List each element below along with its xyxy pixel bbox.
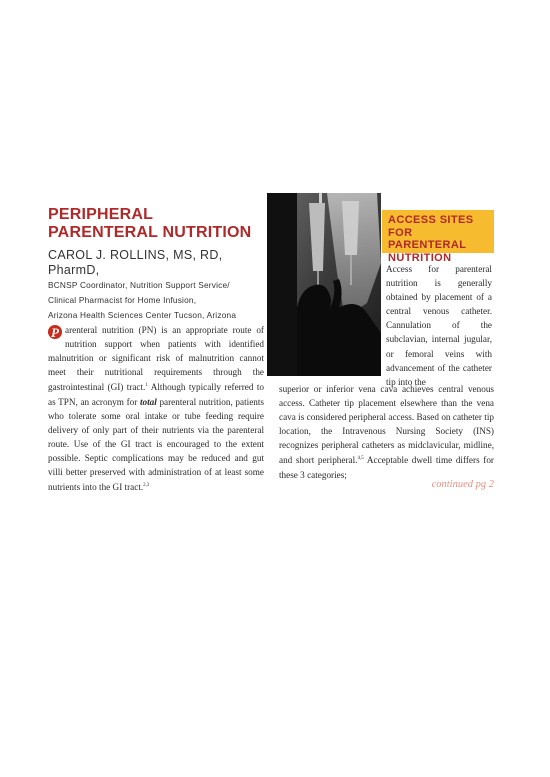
- intro-text-b: Although typically referred to as TPN, an acronym for: [48, 382, 264, 407]
- author-block: [48, 248, 268, 323]
- reference-1: 1: [145, 383, 148, 389]
- sidebar-heading-line-3: NUTRITION: [388, 251, 452, 264]
- title-line-2: PARENTERAL NUTRITION: [48, 224, 252, 241]
- sidebar-heading-line-2: FOR PARENTERAL: [388, 226, 467, 251]
- iv-bag-photo: [267, 193, 381, 376]
- sidebar-heading: [382, 210, 494, 264]
- emphasis-total: total: [139, 396, 157, 407]
- title-line-1: PERIPHERAL: [48, 206, 154, 223]
- sidebar-wide-text-b: Acceptable dwell time differs for these 3 categories;: [279, 455, 494, 480]
- author-name: CAROL J. ROLLINS, MS, RD, PharmD,: [48, 248, 223, 277]
- continued-link[interactable]: continued pg 2: [431, 479, 494, 490]
- sidebar-narrow-text: Access for parenteral nutrition is generally obtained by placement of a central venous catheter. Cannulation of the subclavian, internal jugular, or femoral veins with advancement of the catheter tip into the: [386, 264, 492, 387]
- reference-3: 4,5: [357, 456, 364, 462]
- author-role: Clinical Pharmacist for Home Infusion,: [48, 295, 197, 305]
- intro-text-c: parenteral nutrition, patients who tolerate some oral intake or tube feeding require delivery of only part of their nutrients via the parenteral route. Use of the GI tract is encouraged to the extent possible. Septic complications may be reduced and gut villi better preserved with administration of at least some nutrients into the GI tract.: [48, 396, 264, 493]
- drop-cap: P: [48, 325, 62, 339]
- reference-2: 2,3: [143, 483, 150, 489]
- sidebar-wide-text: [279, 382, 494, 482]
- sidebar-wide-text-a: superior or inferior vena cava achieves central venous access. Catheter tip placement elsewhere than the vena cava is considered peripheral access. Based on catheter tip location, the Intravenous Nursing Society (INS) recognizes peripheral catheters as midclavicular, midline, and short peripheral.: [279, 384, 494, 466]
- intro-paragraph: [48, 323, 264, 494]
- author-title: BCNSP Coordinator, Nutrition Support Service/: [48, 280, 230, 290]
- sidebar-heading-line-1: ACCESS SITES: [388, 214, 474, 226]
- article-title: [48, 206, 263, 242]
- author-affiliation: Arizona Health Sciences Center Tucson, Arizona: [48, 310, 237, 320]
- intro-text-a: arenteral nutrition (PN) is an appropriate route of nutrition support when patients with identified malnutrition or significant risk of malnutrition cannot meet their nutritional requirements through the gastrointestinal (GI) tract.: [48, 325, 264, 393]
